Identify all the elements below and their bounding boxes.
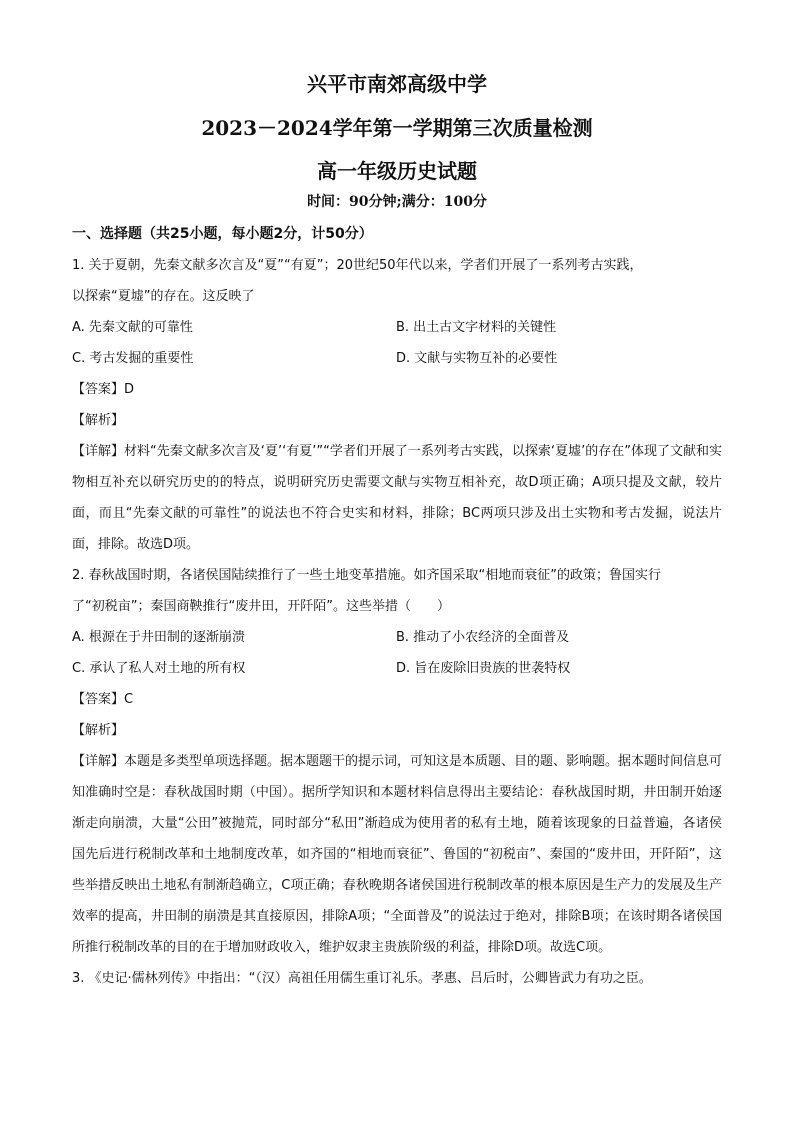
question-3 — [72, 963, 722, 994]
question-stem-line: 2. 春秋战国时期，各诸侯国陆续推行了一些土地变革措施。如齐国采取“相地而衰征”的政策；鲁国实行 — [72, 568, 662, 583]
question-stem-line: 了“初税亩”；秦国商鞅推行“废井田，开阡陌”。这些举措（ ） — [72, 599, 450, 614]
detail-paragraph: 【详解】材料“先秦文献多次言及‘夏’‘有夏’”“学者们开展了一系列考古实践，以探索‘夏墟’的存在”体现了文献和实物相互补充以研究历史的的特点，说明研究历史需要文献与实物互相补充，故D项正确；A项只提及文献，较片面，而且“先秦文献的可靠性”的说法也不符合史实和材料，排除；BC两项只涉及出土实物和考古发掘，说法片面，排除。故选D项。 — [72, 444, 722, 552]
option-c: C. 考古发掘的重要性 — [72, 351, 194, 366]
question-1 — [72, 250, 722, 560]
section-heading: 一、选择题（共25小题，每小题2分，计50分） — [72, 226, 373, 242]
question-stem-line: 以探索“夏墟”的存在。这反映了 — [72, 289, 255, 304]
option-a: A. 根源在于井田制的逐渐崩溃 — [72, 630, 245, 645]
option-row — [72, 653, 722, 684]
option-b: B. 出土古文字材料的关键性 — [396, 320, 557, 335]
subject-title: 高一年级历史试题 — [317, 159, 477, 183]
question-2 — [72, 560, 722, 963]
option-row — [72, 343, 722, 374]
option-c: C. 承认了私人对土地的所有权 — [72, 661, 246, 676]
answer-line: 【答案】D — [72, 382, 135, 397]
exam-content — [72, 222, 722, 994]
question-stem-line: 1. 关于夏朝，先秦文献多次言及“夏”“有夏”；20世纪50年代以来，学者们开展了一系列考古实践， — [72, 258, 643, 273]
exam-title: 2023－2024学年第一学期第三次质量检测 — [201, 116, 593, 140]
analysis-label: 【解析】 — [72, 413, 125, 428]
option-a: A. 先秦文献的可靠性 — [72, 320, 193, 335]
school-name: 兴平市南郊高级中学 — [307, 72, 487, 96]
question-stem-line: 3. 《史记·儒林列传》中指出：“（汉）高祖任用儒生重订礼乐。孝惠、吕后时，公卿皆武力有功之臣。 — [72, 971, 652, 986]
option-b: B. 推动了小农经济的全面普及 — [396, 630, 570, 645]
option-row — [72, 622, 722, 653]
analysis-label: 【解析】 — [72, 723, 125, 738]
exam-meta: 时间：90分钟;满分：100分 — [307, 194, 487, 210]
answer-line: 【答案】C — [72, 692, 134, 707]
option-d: D. 文献与实物互补的必要性 — [396, 351, 558, 366]
option-d: D. 旨在废除旧贵族的世袭特权 — [396, 661, 571, 676]
option-row — [72, 312, 722, 343]
detail-paragraph: 【详解】本题是多类型单项选择题。据本题题干的提示词，可知这是本质题、目的题、影响题。据本题时间信息可知准确时空是：春秋战国时期（中国）。据所学知识和本题材料信息得出主要结论：春秋战国时期，井田制开始逐渐走向崩溃，大量“公田”被抛荒，同时部分“私田”渐趋成为使用者的私有土地，随着该现象的日益普遍，各诸侯国先后进行税制改革和土地制度改革，如齐国的“相地而衰征”、鲁国的“初税亩”、秦国的“废井田，开阡陌”，这些举措反映出土地私有制渐趋确立，C项正确；春秋晚期各诸侯国进行税制改革的根本原因是生产力的发展及生产效率的提高，井田制的崩溃是其直接原因，排除A项；“全面普及”的说法过于绝对，排除B项；在该时期各诸侯国所推行税制改革的目的在于增加财政收入，维护奴隶主贵族阶级的利益，排除D项。故选C项。 — [72, 754, 723, 955]
